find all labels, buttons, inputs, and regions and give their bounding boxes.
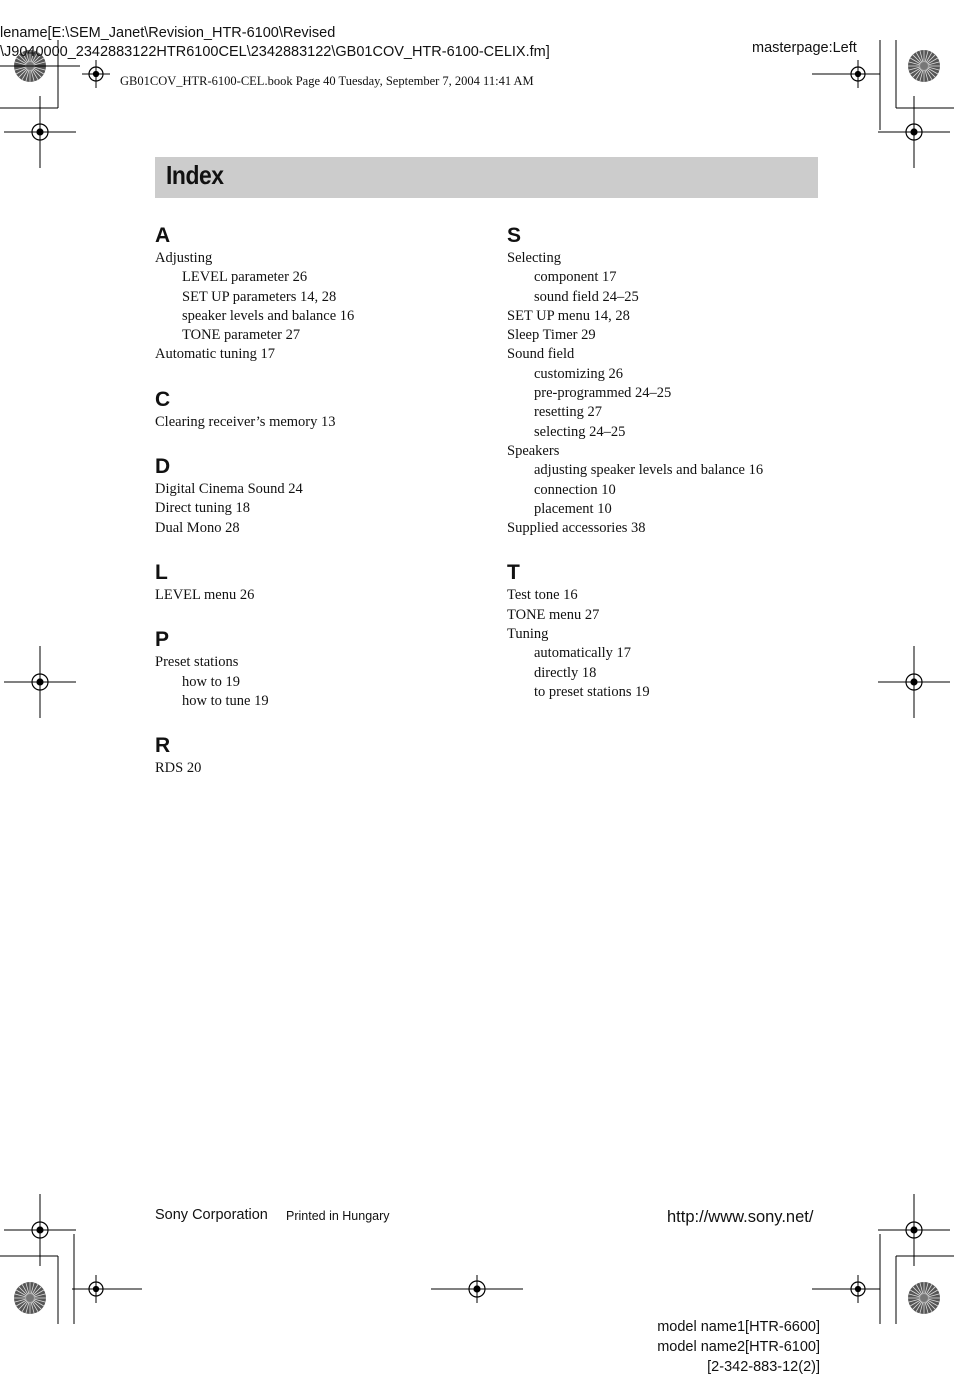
footer-url-link[interactable]: http://www.sony.net/ bbox=[667, 1208, 814, 1226]
index-group-c bbox=[155, 387, 485, 432]
index-subentry: TONE parameter 27 bbox=[182, 327, 301, 344]
index-entry: LEVEL menu 26 bbox=[155, 586, 255, 603]
index-entry: Adjusting bbox=[155, 250, 213, 266]
index-entry: Sound field bbox=[507, 346, 575, 363]
masterpage-label: masterpage:Left bbox=[752, 40, 857, 56]
footer-company: Sony Corporation bbox=[155, 1207, 268, 1223]
index-subentry: speaker levels and balance 16 bbox=[182, 307, 355, 324]
index-right-column bbox=[507, 223, 837, 724]
index-subentry: how to 19 bbox=[182, 673, 240, 690]
index-entry: TONE menu 27 bbox=[507, 606, 600, 623]
index-subentry: selecting 24–25 bbox=[534, 423, 626, 440]
index-entry: SET UP menu 14, 28 bbox=[507, 307, 630, 324]
index-entry: Preset stations bbox=[155, 654, 239, 671]
index-entry: Supplied accessories 38 bbox=[507, 520, 646, 537]
index-title-bar bbox=[155, 157, 818, 198]
page-title: Index bbox=[166, 160, 224, 190]
reg-mark-top-left-dot bbox=[36, 128, 43, 135]
index-group-r bbox=[155, 733, 485, 778]
index-subentry: how to tune 19 bbox=[182, 692, 269, 709]
index-entry: Direct tuning 18 bbox=[155, 500, 251, 517]
index-group-l bbox=[155, 560, 485, 605]
reg-mark-mid-left-dot bbox=[36, 678, 43, 685]
index-group-t bbox=[507, 560, 837, 702]
index-group-p bbox=[155, 627, 485, 711]
index-group-a bbox=[155, 223, 485, 365]
footer-printed: Printed in Hungary bbox=[286, 1209, 390, 1223]
index-subentry: automatically 17 bbox=[534, 645, 632, 662]
index-subentry: pre-programmed 24–25 bbox=[534, 385, 672, 402]
index-subentry: customizing 26 bbox=[534, 365, 624, 382]
index-entry: Automatic tuning 17 bbox=[155, 346, 276, 363]
filename-line-1: lename[E:\SEM_Janet\Revision_HTR-6100\Revised bbox=[0, 25, 336, 41]
index-subentry: SET UP parameters 14, 28 bbox=[182, 288, 337, 305]
index-entry: Dual Mono 28 bbox=[155, 519, 240, 536]
index-subentry: resetting 27 bbox=[534, 404, 603, 421]
starburst-top-right-center bbox=[920, 62, 928, 70]
index-letter-heading: S bbox=[507, 224, 522, 247]
starburst-bottom-left-center bbox=[26, 1294, 34, 1302]
reg-mark-mid-right-dot bbox=[910, 678, 917, 685]
index-subentry: LEVEL parameter 26 bbox=[182, 269, 308, 286]
index-entry: Digital Cinema Sound 24 bbox=[155, 481, 303, 498]
index-entry: Tuning bbox=[507, 626, 549, 643]
index-left-column bbox=[155, 223, 485, 800]
index-group-d bbox=[155, 454, 485, 538]
index-entry: RDS 20 bbox=[155, 760, 202, 777]
index-entry: Clearing receiver’s memory 13 bbox=[155, 413, 336, 430]
reg-mark-bottom-left-dot bbox=[36, 1226, 43, 1233]
index-letter-heading: C bbox=[155, 387, 171, 411]
index-subentry: directly 18 bbox=[534, 664, 597, 681]
book-info-line: GB01COV_HTR-6100-CEL.book Page 40 Tuesday, September 7, 2004 11:41 AM bbox=[120, 74, 534, 88]
index-entry: Speakers bbox=[507, 442, 560, 459]
model-name-2: model name2[HTR-6100] bbox=[657, 1339, 820, 1355]
index-subentry: adjusting speaker levels and balance 16 bbox=[534, 462, 764, 479]
index-subentry: placement 10 bbox=[534, 500, 612, 517]
index-letter-heading: R bbox=[155, 734, 171, 758]
index-subentry: to preset stations 19 bbox=[534, 683, 650, 700]
index-letter-heading: L bbox=[155, 560, 168, 584]
index-entry: Selecting bbox=[507, 250, 561, 266]
filename-line-2: \J9040000_2342883122HTR6100CEL\2342883122\GB01COV_HTR-6100-CELIX.fm] bbox=[0, 44, 550, 60]
model-name-1: model name1[HTR-6600] bbox=[657, 1319, 820, 1335]
model-name-3: [2-342-883-12(2)] bbox=[707, 1359, 820, 1375]
reg-mark-top-left-inner-dot bbox=[93, 71, 99, 77]
index-letter-heading: T bbox=[507, 561, 520, 585]
index-entry: Test tone 16 bbox=[507, 587, 578, 604]
reg-mark-top-right-dot bbox=[910, 128, 917, 135]
reg-mark-bottom-right-dot bbox=[910, 1226, 917, 1233]
index-subentry: connection 10 bbox=[534, 481, 616, 498]
index-letter-heading: A bbox=[155, 224, 171, 247]
index-group-s bbox=[507, 223, 837, 538]
index-letter-heading: P bbox=[155, 628, 170, 652]
index-subentry: sound field 24–25 bbox=[534, 288, 639, 305]
starburst-bottom-right-center bbox=[920, 1294, 928, 1302]
index-entry: Sleep Timer 29 bbox=[507, 327, 596, 344]
index-letter-heading: D bbox=[155, 455, 171, 479]
index-subentry: component 17 bbox=[534, 269, 617, 286]
